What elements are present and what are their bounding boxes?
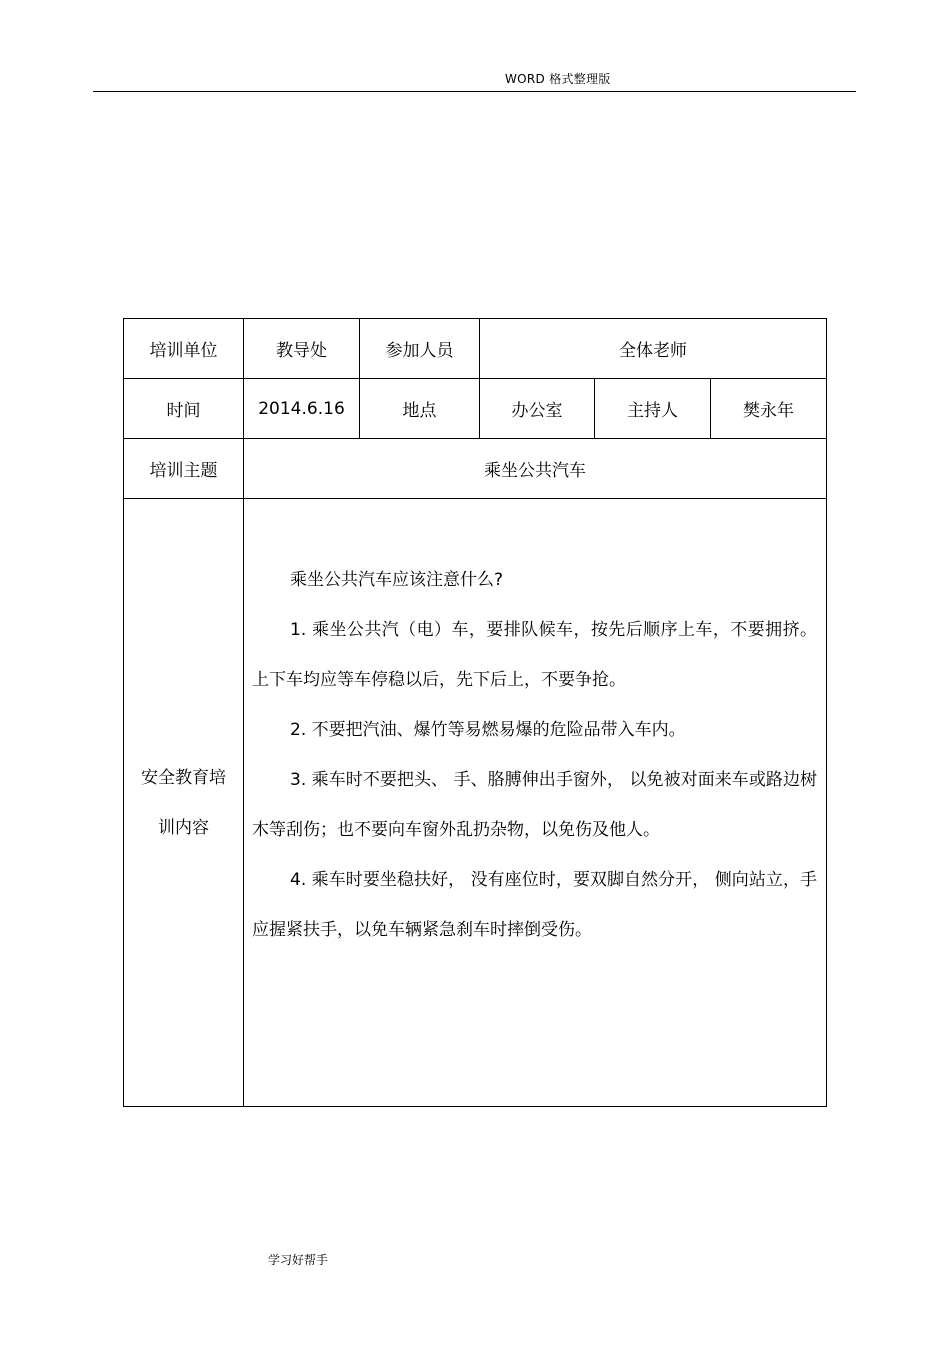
topic-label: 培训主题 (124, 439, 244, 499)
time-label: 时间 (124, 379, 244, 439)
content-paragraph-1: 1. 乘坐公共汽（电）车，要排队候车，按先后顺序上车，不要拥挤。上下车均应等车停稳以后，先下后上，不要争抢。 (252, 620, 817, 690)
content-paragraph-intro: 乘坐公共汽车应该注意什么? (290, 570, 504, 590)
participants-label: 参加人员 (360, 319, 480, 379)
content-label-line2: 训内容 (158, 817, 209, 838)
content-body (252, 555, 817, 955)
time-value: 2014.6.16 (244, 379, 360, 439)
participants-value: 全体老师 (480, 319, 827, 379)
topic-value: 乘坐公共汽车 (244, 439, 827, 499)
table-row (124, 499, 827, 1107)
page-header-text: WORD 格式整理版 (505, 72, 611, 86)
place-value: 办公室 (480, 379, 595, 439)
content-paragraph-2: 2. 不要把汽油、爆竹等易燃易爆的危险品带入车内。 (290, 720, 686, 740)
table-row (124, 439, 827, 499)
unit-label: 培训单位 (124, 319, 244, 379)
host-value: 樊永年 (711, 379, 827, 439)
table-row (124, 319, 827, 379)
table-row (124, 379, 827, 439)
host-label: 主持人 (595, 379, 711, 439)
content-label-line1: 安全教育培 (141, 767, 226, 788)
header-divider (93, 91, 856, 92)
content-paragraph-3: 3. 乘车时不要把头、 手、胳膊伸出手窗外， 以免被对面来车或路边树木等刮伤；也不要向车窗外乱扔杂物，以免伤及他人。 (252, 770, 817, 840)
content-cell (244, 499, 827, 1107)
training-record-table (123, 318, 827, 1107)
place-label: 地点 (360, 379, 480, 439)
page-footer-text: 学习好帮手 (268, 1253, 329, 1267)
content-label (124, 499, 244, 1107)
unit-value: 教导处 (244, 319, 360, 379)
content-paragraph-4: 4. 乘车时要坐稳扶好， 没有座位时，要双脚自然分开， 侧向站立，手应握紧扶手，以免车辆紧急刹车时摔倒受伤。 (252, 870, 817, 940)
